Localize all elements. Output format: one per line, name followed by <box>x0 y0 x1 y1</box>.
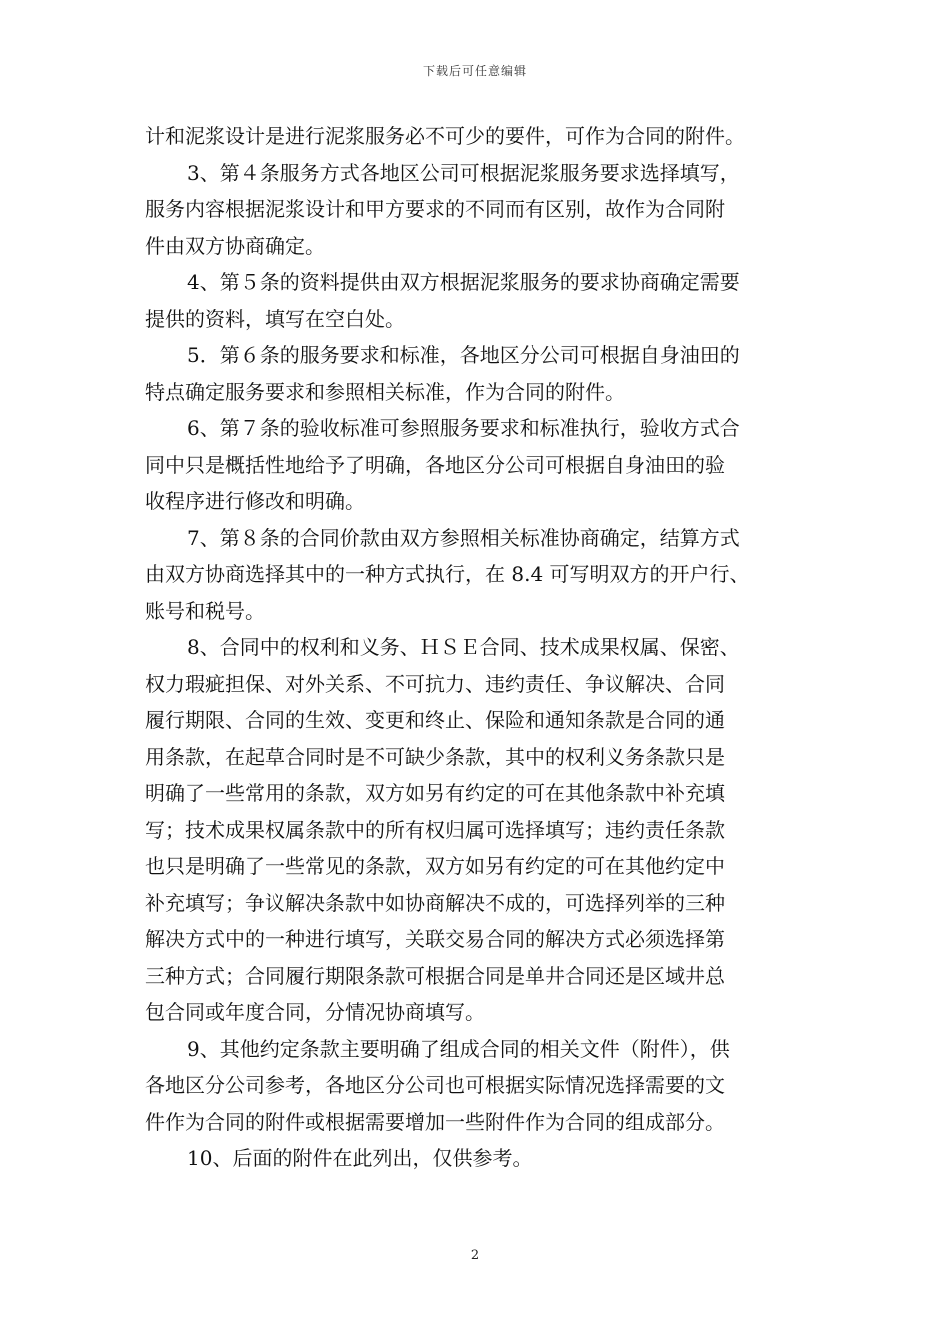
paragraph-line: 10、后面的附件在此列出，仅供参考。 <box>187 1146 533 1170</box>
paragraph-line: 5．第６条的服务要求和标准，各地区分公司可根据自身油田的 <box>187 343 740 367</box>
page-header: 下载后可任意编辑 <box>422 64 527 78</box>
page-number: 2 <box>470 1248 480 1263</box>
paragraph-line: 件作为合同的附件或根据需要增加一些附件作为合同的组成部分。 <box>145 1109 725 1134</box>
paragraph-line: 也只是明确了一些常见的条款，双方如另有约定的可在其他约定中 <box>145 854 725 878</box>
paragraph-line: 履行期限、合同的生效、变更和终止、保险和通知条款是合同的通 <box>145 708 725 732</box>
paragraph-line: 各地区分公司参考，各地区分公司也可根据实际情况选择需要的文 <box>145 1073 725 1097</box>
paragraph-line: 8、合同中的权利和义务、ＨＳＥ合同、技术成果权属、保密、 <box>187 635 740 659</box>
paragraph-line: 由双方协商选择其中的一种方式执行，在 8.4 可写明双方的开户行、 <box>145 562 750 586</box>
paragraph-line: 权力瑕疵担保、对外关系、不可抗力、违约责任、争议解决、合同 <box>145 671 725 696</box>
paragraph-line: 提供的资料，填写在空白处。 <box>145 306 405 331</box>
paragraph-line: 7、第８条的合同价款由双方参照相关标准协商确定，结算方式 <box>187 525 740 550</box>
paragraph-line: 收程序进行修改和明确。 <box>145 489 365 513</box>
paragraph-line: 6、第７条的验收标准可参照服务要求和标准执行，验收方式合 <box>187 416 740 440</box>
document-body <box>145 118 845 1177</box>
paragraph-line: 三种方式；合同履行期限条款可根据合同是单井合同还是区域井总 <box>145 963 725 988</box>
paragraph-line: 服务内容根据泥浆设计和甲方要求的不同而有区别，故作为合同附 <box>145 197 725 221</box>
paragraph-line: 明确了一些常用的条款，双方如另有约定的可在其他条款中补充填 <box>145 781 725 805</box>
paragraph-line: 账号和税号。 <box>145 598 265 623</box>
paragraph-line: 包合同或年度合同，分情况协商填写。 <box>145 1000 485 1024</box>
paragraph-line: 特点确定服务要求和参照相关标准，作为合同的附件。 <box>145 379 625 404</box>
paragraph-line: 补充填写；争议解决条款中如协商解决不成的，可选择列举的三种 <box>145 890 725 915</box>
paragraph-line: 4、第５条的资料提供由双方根据泥浆服务的要求协商确定需要 <box>187 270 740 294</box>
paragraph-line: 同中只是概括性地给予了明确，各地区分公司可根据自身油田的验 <box>145 452 725 477</box>
paragraph-line: 3、第４条服务方式各地区公司可根据泥浆服务要求选择填写， <box>187 160 740 185</box>
paragraph-line: 计和泥浆设计是进行泥浆服务必不可少的要件，可作为合同的附件。 <box>145 124 745 148</box>
paragraph-line: 用条款，在起草合同时是不可缺少条款，其中的权利义务条款只是 <box>145 744 725 769</box>
paragraph-line: 9、其他约定条款主要明确了组成合同的相关文件（附件），供 <box>187 1036 730 1061</box>
paragraph-line: 解决方式中的一种进行填写，关联交易合同的解决方式必须选择第 <box>145 927 725 951</box>
paragraph-line: 写；技术成果权属条款中的所有权归属可选择填写；违约责任条款 <box>145 817 725 842</box>
paragraph-line: 件由双方协商确定。 <box>145 233 325 258</box>
